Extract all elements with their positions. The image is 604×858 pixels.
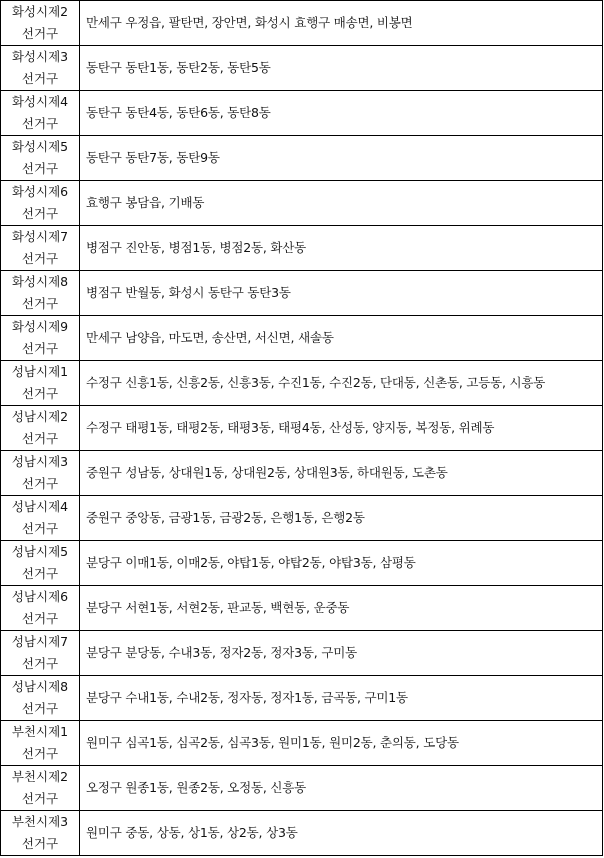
district-area-cell: 동탄구 동탄7동, 동탄9동 (80, 136, 603, 181)
district-name-cell (1, 181, 80, 226)
district-name: 성남시제5 (11, 544, 69, 559)
district-suffix: 선거구 (21, 431, 59, 446)
district-name-cell (1, 631, 80, 676)
district-area-cell: 원미구 심곡1동, 심곡2동, 심곡3동, 원미1동, 원미2동, 춘의동, 도당동 (80, 721, 603, 766)
district-area-cell: 수정구 태평1동, 태평2동, 태평3동, 태평4동, 산성동, 양지동, 복정동, 위례동 (80, 406, 603, 451)
district-area-cell: 만세구 남양읍, 마도면, 송산면, 서신면, 새솔동 (80, 316, 603, 361)
district-name: 부천시제1 (11, 724, 69, 739)
district-area-cell: 병점구 진안동, 병점1동, 병점2동, 화산동 (80, 226, 603, 271)
district-name: 화성시제7 (11, 229, 69, 244)
district-suffix: 선거구 (21, 611, 59, 626)
district-suffix: 선거구 (21, 386, 59, 401)
district-name-cell (1, 541, 80, 586)
district-name-cell (1, 226, 80, 271)
district-name: 성남시제1 (11, 364, 69, 379)
district-name: 화성시제2 (11, 4, 69, 19)
district-area-cell: 중원구 중앙동, 금광1동, 금광2동, 은행1동, 은행2동 (80, 496, 603, 541)
table-row (1, 721, 603, 766)
district-suffix: 선거구 (21, 521, 59, 536)
district-suffix: 선거구 (21, 206, 59, 221)
district-suffix: 선거구 (21, 791, 59, 806)
district-suffix: 선거구 (21, 836, 59, 851)
table-row (1, 631, 603, 676)
district-name: 성남시제3 (11, 454, 69, 469)
district-name: 성남시제2 (11, 409, 69, 424)
district-area-cell: 분당구 서현1동, 서현2동, 판교동, 백현동, 운중동 (80, 586, 603, 631)
district-name-cell (1, 46, 80, 91)
district-suffix: 선거구 (21, 746, 59, 761)
district-name: 화성시제3 (11, 49, 69, 64)
table-row (1, 406, 603, 451)
table-row (1, 181, 603, 226)
district-table-body (1, 1, 603, 856)
district-name: 성남시제8 (11, 679, 69, 694)
district-suffix: 선거구 (21, 296, 59, 311)
table-row (1, 136, 603, 181)
table-row (1, 46, 603, 91)
district-name-cell (1, 316, 80, 361)
district-name-cell (1, 451, 80, 496)
district-name-cell (1, 496, 80, 541)
district-area-cell: 동탄구 동탄1동, 동탄2동, 동탄5동 (80, 46, 603, 91)
table-row (1, 496, 603, 541)
district-name-cell (1, 586, 80, 631)
district-area-cell: 분당구 이매1동, 이매2동, 야탑1동, 야탑2동, 야탑3동, 삼평동 (80, 541, 603, 586)
district-name: 화성시제5 (11, 139, 69, 154)
district-suffix: 선거구 (21, 656, 59, 671)
district-suffix: 선거구 (21, 26, 59, 41)
table-row (1, 271, 603, 316)
district-name: 부천시제2 (11, 769, 69, 784)
district-area-cell: 병점구 반월동, 화성시 동탄구 동탄3동 (80, 271, 603, 316)
district-name-cell (1, 406, 80, 451)
district-suffix: 선거구 (21, 161, 59, 176)
district-area-cell: 원미구 중동, 상동, 상1동, 상2동, 상3동 (80, 811, 603, 856)
district-name: 화성시제4 (11, 94, 69, 109)
district-area-cell: 효행구 봉담읍, 기배동 (80, 181, 603, 226)
table-row (1, 1, 603, 46)
district-name-cell (1, 721, 80, 766)
district-area-cell: 분당구 수내1동, 수내2동, 정자동, 정자1동, 금곡동, 구미1동 (80, 676, 603, 721)
district-suffix: 선거구 (21, 701, 59, 716)
district-name: 부천시제3 (11, 814, 69, 829)
district-name: 성남시제4 (11, 499, 69, 514)
table-row (1, 226, 603, 271)
district-area-cell: 오정구 원종1동, 원종2동, 오정동, 신흥동 (80, 766, 603, 811)
district-name: 성남시제6 (11, 589, 69, 604)
district-name-cell (1, 136, 80, 181)
district-name-cell (1, 676, 80, 721)
district-name-cell (1, 91, 80, 136)
district-name-cell (1, 1, 80, 46)
table-row (1, 91, 603, 136)
district-name-cell (1, 271, 80, 316)
district-suffix: 선거구 (21, 116, 59, 131)
table-row (1, 586, 603, 631)
district-suffix: 선거구 (21, 341, 59, 356)
district-name: 성남시제7 (11, 634, 69, 649)
district-area-cell: 만세구 우정읍, 팔탄면, 장안면, 화성시 효행구 매송면, 비봉면 (80, 1, 603, 46)
table-row (1, 766, 603, 811)
table-row (1, 361, 603, 406)
district-name-cell (1, 766, 80, 811)
table-row (1, 451, 603, 496)
district-area-cell: 수정구 신흥1동, 신흥2동, 신흥3동, 수진1동, 수진2동, 단대동, 신촌동, 고등동, 시흥동 (80, 361, 603, 406)
table-row (1, 676, 603, 721)
table-row (1, 811, 603, 856)
district-suffix: 선거구 (21, 476, 59, 491)
district-name-cell (1, 361, 80, 406)
district-name: 화성시제9 (11, 319, 69, 334)
district-area-cell: 중원구 성남동, 상대원1동, 상대원2동, 상대원3동, 하대원동, 도촌동 (80, 451, 603, 496)
district-suffix: 선거구 (21, 566, 59, 581)
district-area-cell: 동탄구 동탄4동, 동탄6동, 동탄8동 (80, 91, 603, 136)
table-row (1, 541, 603, 586)
district-name: 화성시제8 (11, 274, 69, 289)
district-name: 화성시제6 (11, 184, 69, 199)
table-row (1, 316, 603, 361)
district-suffix: 선거구 (21, 71, 59, 86)
district-area-cell: 분당구 분당동, 수내3동, 정자2동, 정자3동, 구미동 (80, 631, 603, 676)
district-name-cell (1, 811, 80, 856)
district-suffix: 선거구 (21, 251, 59, 266)
